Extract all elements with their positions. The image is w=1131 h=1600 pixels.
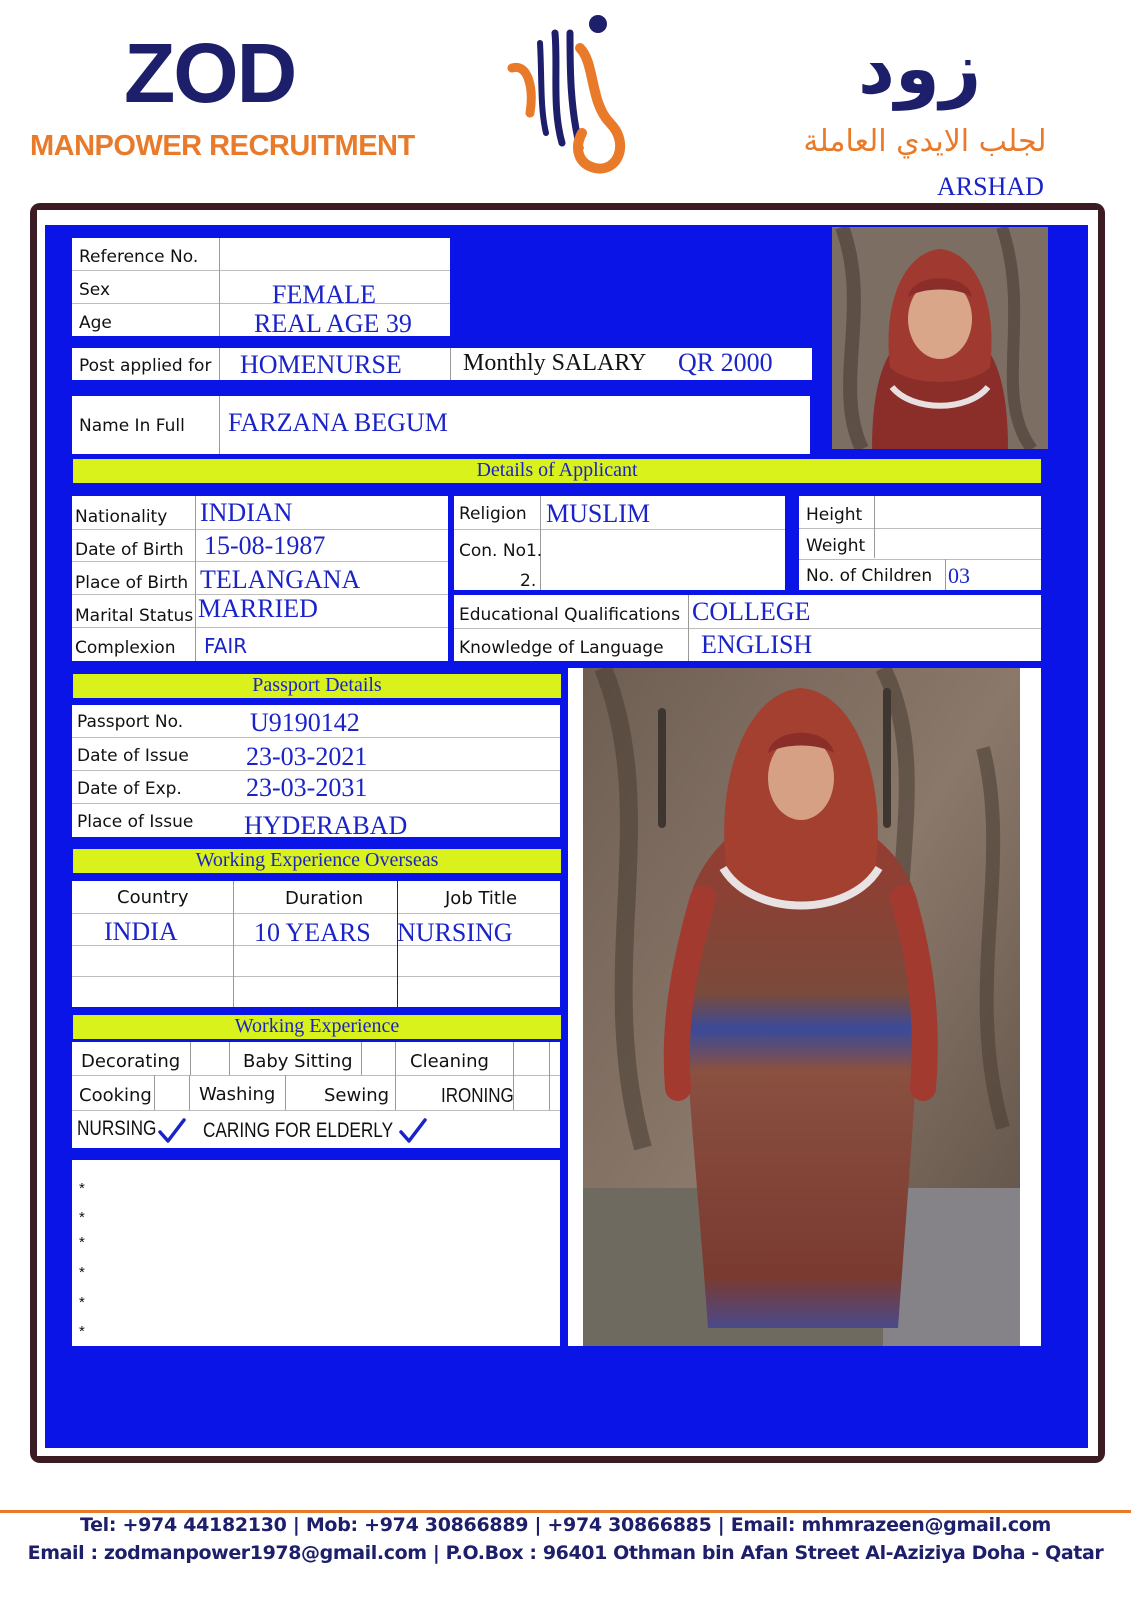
age-label: Age	[79, 313, 112, 333]
remarks-bullet: *	[79, 1209, 85, 1226]
children-label: No. of Children	[806, 566, 933, 586]
passport-exp-value: 23-03-2031	[246, 773, 368, 802]
remarks-bullet: *	[79, 1264, 85, 1281]
overseas-duration: 10 YEARS	[254, 918, 371, 947]
education-value: COLLEGE	[692, 597, 811, 626]
footer-contact-line: Tel: +974 44182130 | Mob: +974 30866889 | +974 30866885 | Email: mhmrazeen@gmail.com	[79, 1514, 1052, 1536]
language-label: Knowledge of Language	[459, 638, 664, 658]
marital-value: MARRIED	[198, 594, 318, 623]
skill-cleaning: Cleaning	[410, 1051, 489, 1072]
brand-title: ZOD	[124, 26, 296, 120]
salary-value: QR 2000	[678, 348, 773, 377]
nationality-value: INDIAN	[200, 498, 293, 527]
checkmark-icon	[398, 1117, 428, 1145]
agent-name: ARSHAD	[937, 172, 1044, 201]
overseas-title: Working Experience Overseas	[73, 849, 561, 873]
children-value: 03	[948, 563, 970, 588]
passport-number-label: Passport No.	[77, 712, 184, 732]
portrait-photo	[832, 227, 1048, 449]
overseas-jobtitle: NURSING	[397, 918, 513, 947]
skill-decorating: Decorating	[81, 1051, 181, 1072]
overseas-header-jobtitle: Job Title	[445, 888, 518, 909]
dob-label: Date of Birth	[75, 540, 184, 560]
nationality-label: Nationality	[75, 507, 168, 527]
reference-label: Reference No.	[79, 247, 199, 267]
passport-place-value: HYDERABAD	[244, 811, 408, 840]
con1-label: Con. No1.	[459, 541, 543, 561]
footer-address-line: Email : zodmanpower1978@gmail.com | P.O.Box : 96401 Othman bin Afan Street Al-Aziziya Doha - Qatar	[27, 1542, 1104, 1564]
remarks-box	[72, 1160, 560, 1346]
footer-rule	[0, 1510, 1131, 1513]
complexion-label: Complexion	[75, 638, 176, 658]
details-title: Details of Applicant	[73, 459, 1041, 483]
skill-baby-sitting: Baby Sitting	[243, 1051, 353, 1072]
overseas-country: INDIA	[104, 917, 178, 946]
passport-issue-value: 23-03-2021	[246, 742, 368, 771]
overseas-header-duration: Duration	[285, 888, 364, 909]
experience-title: Working Experience	[73, 1015, 561, 1039]
checkmark-icon	[157, 1117, 187, 1145]
post-label: Post applied for	[79, 356, 212, 376]
skill-ironing: IRONING	[441, 1085, 514, 1107]
passport-issue-label: Date of Issue	[77, 746, 189, 766]
overseas-header-country: Country	[117, 887, 189, 908]
language-value: ENGLISH	[701, 630, 813, 659]
salary-label: Monthly SALARY	[463, 350, 647, 376]
passport-exp-label: Date of Exp.	[77, 779, 182, 799]
education-label: Educational Qualifications	[459, 605, 681, 625]
skill-washing: Washing	[199, 1084, 276, 1105]
age-value: REAL AGE 39	[254, 309, 412, 338]
remarks-bullet: *	[79, 1234, 85, 1251]
passport-place-label: Place of Issue	[77, 812, 194, 832]
arabic-subtitle: لجلب الايدي العاملة	[803, 124, 1047, 159]
header	[0, 0, 1131, 200]
name-value: FARZANA BEGUM	[228, 408, 448, 437]
complexion-value: FAIR	[204, 634, 248, 658]
skill-caring-elderly: CARING FOR ELDERLY	[203, 1119, 394, 1142]
passport-number-value: U9190142	[250, 708, 360, 737]
name-label: Name In Full	[79, 416, 185, 436]
arabic-brand: زود	[858, 26, 982, 110]
marital-label: Marital Status	[75, 606, 194, 626]
con2-label: 2.	[520, 571, 537, 591]
sex-value: FEMALE	[272, 280, 376, 309]
pob-value: TELANGANA	[200, 565, 361, 594]
skill-sewing: Sewing	[324, 1085, 390, 1106]
remarks-bullet: *	[79, 1323, 85, 1340]
skill-nursing: NURSING	[77, 1117, 157, 1140]
sex-label: Sex	[79, 280, 111, 300]
company-logo	[500, 8, 640, 183]
weight-label: Weight	[806, 536, 866, 556]
remarks-bullet: *	[79, 1294, 85, 1311]
height-label: Height	[806, 505, 863, 525]
skill-cooking: Cooking	[79, 1085, 152, 1106]
post-value: HOMENURSE	[240, 350, 402, 379]
dob-value: 15-08-1987	[204, 531, 326, 560]
religion-value: MUSLIM	[546, 499, 651, 528]
brand-subtitle: MANPOWER RECRUITMENT	[30, 130, 415, 162]
religion-label: Religion	[459, 504, 527, 524]
passport-title: Passport Details	[73, 674, 561, 698]
remarks-bullet: *	[79, 1180, 85, 1197]
pob-label: Place of Birth	[75, 573, 189, 593]
